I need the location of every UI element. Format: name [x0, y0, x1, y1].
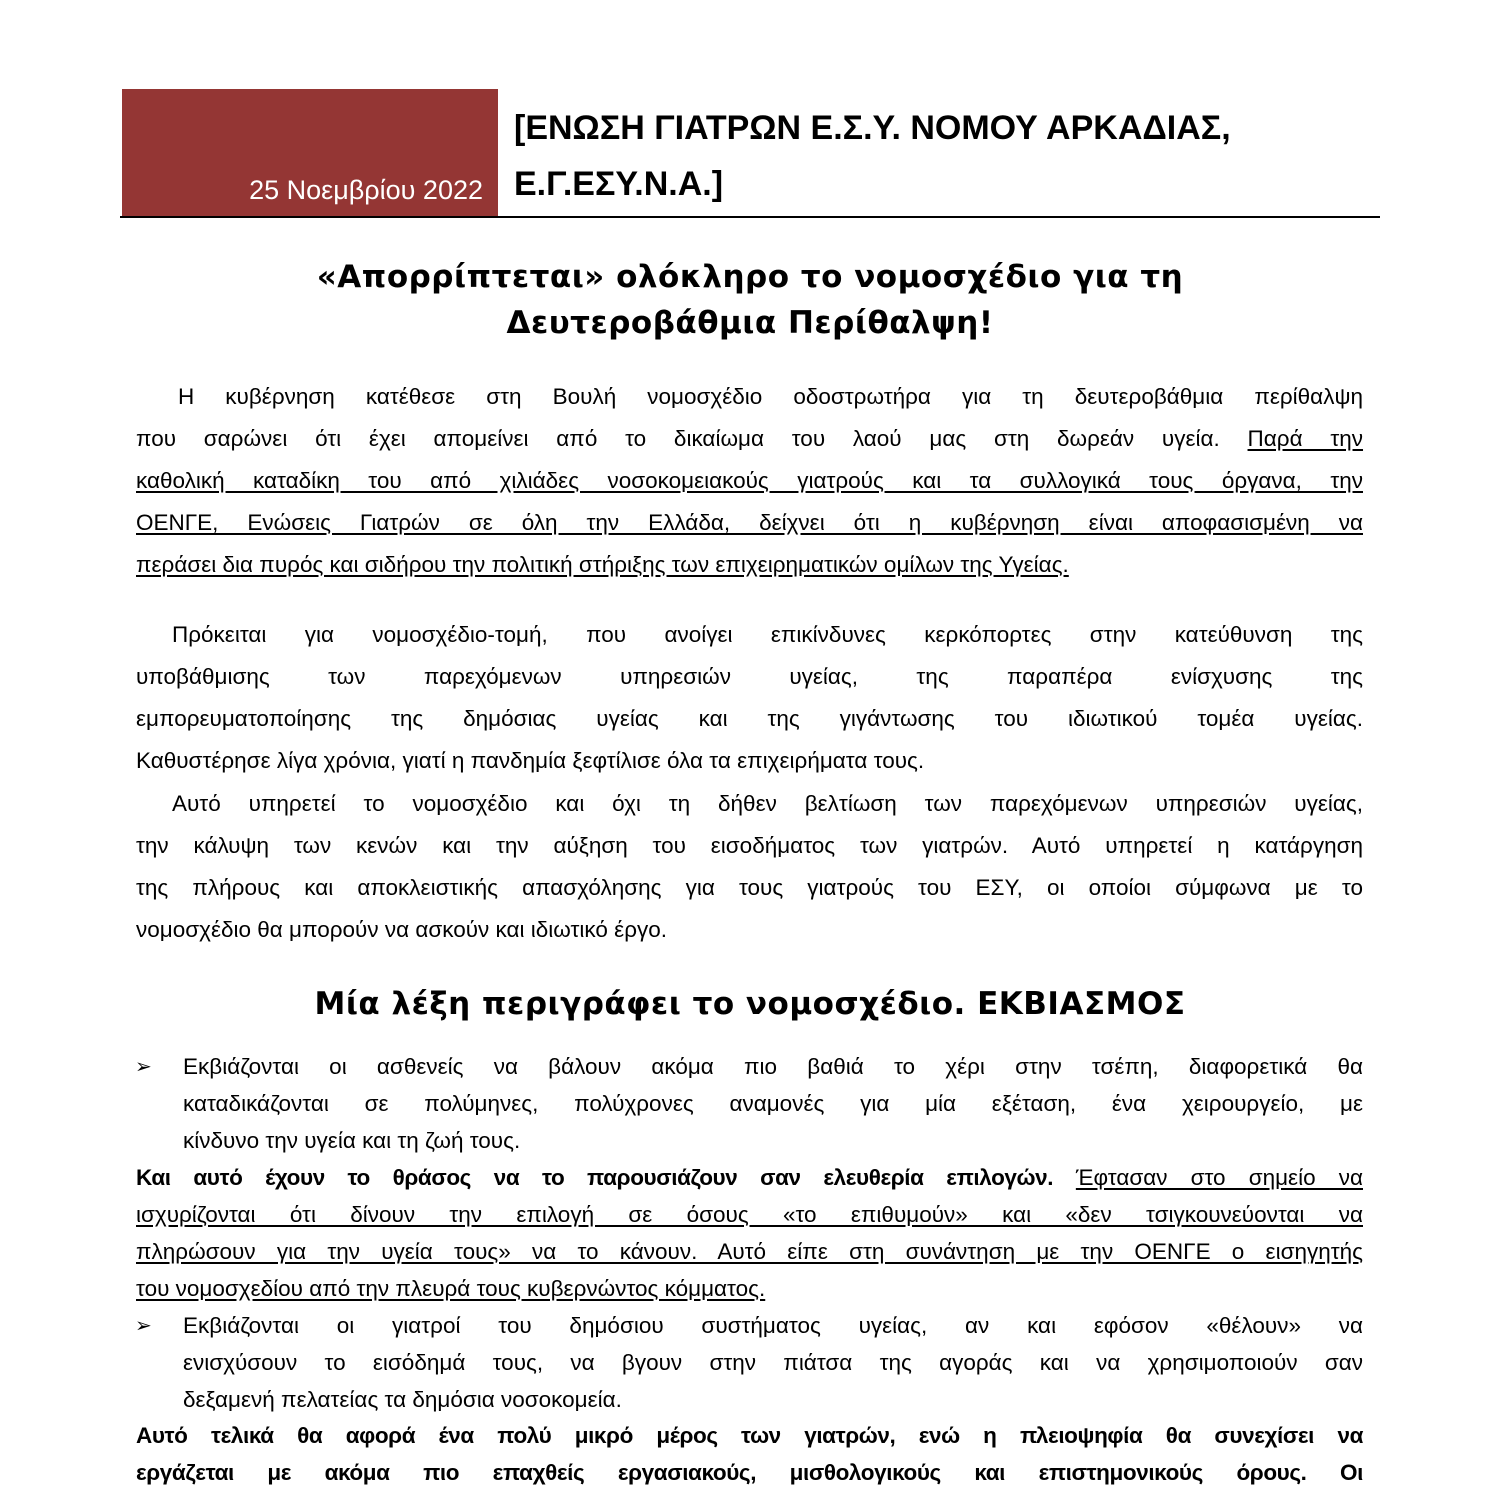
- paragraph-5: [136, 1417, 1363, 1491]
- bold-text: εργάζεται με ακόμα πιο επαχθείς εργασιακούς, μισθολογικούς και επιστημονικούς όρους. Οι: [136, 1460, 1363, 1485]
- text-span: κίνδυνο την υγεία και τη ζωή τους.: [183, 1128, 521, 1153]
- text-span: την κάλυψη των κενών και την αύξηση του εισοδήματος των γιατρών. Αυτό υπηρετεί η κατάργηση: [136, 833, 1363, 858]
- text-line: [136, 825, 1363, 867]
- text-line: [183, 1307, 1363, 1344]
- text-line: [183, 1344, 1363, 1381]
- paragraph-3: [136, 783, 1363, 951]
- underlined-text: ισχυρίζονται ότι δίνουν την επιλογή σε όσους «το επιθυμούν» και «δεν τσιγκουνεύονται να: [136, 1202, 1363, 1227]
- text-line: [136, 656, 1363, 698]
- underlined-text: Έφτασαν στο σημείο να: [1075, 1165, 1363, 1190]
- text-line: [136, 698, 1363, 740]
- text-line: [183, 1048, 1363, 1085]
- bold-text: Και αυτό έχουν το θράσος να το παρουσιάζουν σαν ελευθερία επιλογών.: [136, 1165, 1076, 1190]
- underlined-text: ΟΕΝΓΕ, Ενώσεις Γιατρών σε όλη την Ελλάδα, δείχνει ότι η κυβέρνηση είναι αποφασισμένη να: [136, 510, 1363, 535]
- text-span: που σαρώνει ότι έχει απομείνει από το δικαίωμα του λαού μας στη δωρεάν υγεία.: [136, 426, 1248, 451]
- text-span: Η κυβέρνηση κατέθεσε στη Βουλή νομοσχέδιο οδοστρωτήρα για τη δευτεροβάθμια περίθαλψη: [178, 384, 1363, 409]
- text-line: [136, 1454, 1363, 1491]
- document-date: 25 Νοεμβρίου 2022: [249, 175, 483, 205]
- arrowhead-bullet-icon: ➢: [135, 1054, 152, 1078]
- text-line: [136, 502, 1363, 544]
- text-line: [136, 1270, 1363, 1307]
- text-line: [183, 1122, 1363, 1159]
- date-box: [122, 89, 498, 218]
- document-title: [0, 254, 1500, 346]
- underlined-text: καθολική καταδίκη του από χιλιάδες νοσοκομειακούς γιατρούς και τα συλλογικά τους όργανα, την: [136, 468, 1363, 493]
- text-line: [136, 1196, 1363, 1233]
- text-line: [136, 544, 1363, 586]
- bullet-item-2: [135, 1307, 1363, 1418]
- underlined-text: πληρώσουν για την υγεία τους» να το κάνουν. Αυτό είπε στη συνάντηση με την ΟΕΝΓΕ ο εισηγητής: [136, 1239, 1363, 1264]
- text-line: [136, 867, 1363, 909]
- paragraph-1: [136, 376, 1363, 586]
- text-span: Εκβιάζονται οι γιατροί του δημόσιου συστήματος υγείας, αν και εφόσον «θέλουν» να: [183, 1313, 1363, 1338]
- text-span: καταδικάζονται σε πολύμηνες, πολύχρονες αναμονές για μία εξέταση, ένα χειρουργείο, με: [183, 1091, 1363, 1116]
- text-line: [136, 614, 1363, 656]
- text-line: [136, 376, 1363, 418]
- arrowhead-bullet-icon: ➢: [135, 1313, 152, 1337]
- title-line-1: «Απορρίπτεται» ολόκληρο το νομοσχέδιο για τη: [316, 259, 1184, 295]
- underlined-text: Παρά την: [1247, 426, 1364, 451]
- text-line: [136, 1159, 1363, 1196]
- text-line: [136, 418, 1363, 460]
- underlined-text: του νομοσχεδίου από την πλευρά τους κυβερνώντος κόμματος.: [136, 1276, 766, 1301]
- organization-header: [514, 100, 1231, 212]
- paragraph-4: [136, 1159, 1363, 1307]
- text-span: Πρόκειται για νομοσχέδιο-τομή, που ανοίγει επικίνδυνες κερκόπορτες στην κατεύθυνση της: [172, 622, 1363, 647]
- text-line: [136, 1233, 1363, 1270]
- text-span: Καθυστέρησε λίγα χρόνια, γιατί η πανδημία ξεφτίλισε όλα τα επιχειρήματα τους.: [136, 748, 925, 773]
- text-line: [183, 1381, 1363, 1418]
- text-span: της πλήρους και αποκλειστικής απασχόλησης για τους γιατρούς του ΕΣΥ, οι οποίοι σύμφωνα με το: [136, 875, 1363, 900]
- bold-text: Αυτό τελικά θα αφορά ένα πολύ μικρό μέρος των γιατρών, ενώ η πλειοψηφία θα συνεχίσει να: [136, 1423, 1363, 1448]
- text-line: [136, 460, 1363, 502]
- text-line: [183, 1085, 1363, 1122]
- text-span: υποβάθμισης των παρεχόμενων υπηρεσιών υγείας, της παραπέρα ενίσχυσης της: [136, 664, 1363, 689]
- section-heading: Μία λέξη περιγράφει το νομοσχέδιο. ΕΚΒΙΑΣΜΟΣ: [314, 986, 1186, 1022]
- text-line: [136, 783, 1363, 825]
- org-line-1: [ΕΝΩΣΗ ΓΙΑΤΡΩΝ Ε.Σ.Υ. ΝΟΜΟΥ ΑΡΚΑΔΙΑΣ,: [514, 109, 1231, 147]
- paragraph-2: [136, 614, 1363, 782]
- bullet-item-1: [135, 1048, 1363, 1159]
- text-span: εμπορευματοποίησης της δημόσιας υγείας και της γιγάντωσης του ιδιωτικού τομέα υγείας.: [136, 706, 1363, 731]
- header-rule: [120, 216, 1380, 218]
- text-line: [136, 909, 1363, 951]
- text-span: ενισχύσουν το εισόδημά τους, να βγουν στην πιάτσα της αγοράς και να χρησιμοποιούν σαν: [183, 1350, 1363, 1375]
- text-span: νομοσχέδιο θα μπορούν να ασκούν και ιδιωτικό έργο.: [136, 917, 668, 942]
- text-span: Αυτό υπηρετεί το νομοσχέδιο και όχι τη δήθεν βελτίωση των παρεχόμενων υπηρεσιών υγείας,: [172, 791, 1363, 816]
- title-line-2: Δευτεροβάθμια Περίθαλψη!: [506, 305, 994, 341]
- text-line: [136, 1417, 1363, 1454]
- underlined-text: περάσει δια πυρός και σιδήρου την πολιτική στήριξης των επιχειρηματικών ομίλων της Υγείας.: [136, 552, 1069, 577]
- org-line-2: Ε.Γ.ΕΣΥ.Ν.Α.]: [514, 165, 724, 203]
- text-span: Εκβιάζονται οι ασθενείς να βάλουν ακόμα πιο βαθιά το χέρι στην τσέπη, διαφορετικά θα: [183, 1054, 1363, 1079]
- text-span: δεξαμενή πελατείας τα δημόσια νοσοκομεία.: [183, 1387, 622, 1412]
- text-line: [136, 740, 1363, 782]
